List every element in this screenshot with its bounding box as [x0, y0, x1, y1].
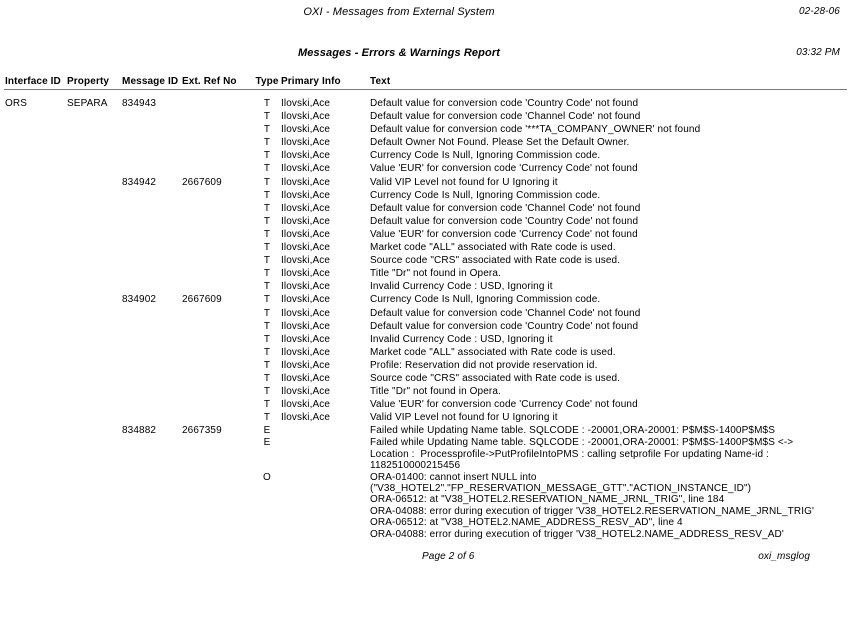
cell-property: SEPARA	[67, 98, 108, 109]
cell-type: T	[263, 189, 271, 201]
column-header-interface-id: Interface ID	[5, 76, 61, 87]
cell-ext-ref-no: 2667609	[182, 294, 222, 306]
text-line: Currency Code Is Null, Ignoring Commission code.	[370, 189, 601, 201]
text-line: Value 'EUR' for conversion code 'Currency Code' not found	[370, 163, 638, 175]
cell-primary-info: Ilovski,Ace	[281, 346, 331, 358]
cell-text	[370, 228, 846, 241]
cell-message-id: 834942	[122, 176, 157, 188]
table-row	[5, 136, 846, 149]
cell-text	[370, 472, 846, 540]
text-line: Default Owner Not Found. Please Set the Default Owner.	[370, 137, 630, 149]
table-row	[5, 97, 846, 110]
cell-type: T	[263, 320, 271, 332]
table-row	[5, 359, 846, 372]
text-line: Profile: Reservation did not provide reservation id.	[370, 359, 598, 371]
cell-primary-info: Ilovski,Ace	[281, 111, 331, 123]
text-line: ORA-01400: cannot insert NULL into	[370, 471, 537, 483]
cell-text	[370, 123, 846, 136]
column-header-text: Text	[370, 76, 391, 87]
cell-text	[370, 359, 846, 372]
text-line: Market code "ALL" associated with Rate code is used.	[370, 346, 616, 358]
cell-primary-info: Ilovski,Ace	[281, 268, 331, 280]
cell-type: T	[263, 268, 271, 280]
cell-type: T	[263, 359, 271, 371]
cell-type: T	[263, 98, 271, 109]
text-line: Valid VIP Level not found for U Ignoring it	[370, 412, 558, 424]
cell-text	[370, 162, 846, 175]
cell-type: T	[263, 202, 271, 214]
cell-text	[370, 398, 846, 411]
cell-type: T	[263, 215, 271, 227]
table-row	[5, 346, 846, 359]
cell-text	[370, 267, 846, 280]
cell-text	[370, 385, 846, 398]
table-row	[5, 176, 846, 189]
table-row	[5, 398, 846, 411]
table-row	[5, 333, 846, 346]
column-header-primary-info: Primary Info	[281, 76, 341, 87]
cell-text	[370, 254, 846, 267]
report-id: oxi_msglog	[758, 551, 810, 562]
table-row	[5, 241, 846, 254]
cell-text	[370, 136, 846, 149]
cell-text	[370, 320, 846, 333]
cell-type: T	[263, 228, 271, 240]
text-line: Currency Code Is Null, Ignoring Commission code.	[370, 294, 601, 306]
cell-primary-info: Ilovski,Ace	[281, 215, 331, 227]
table-row	[5, 254, 846, 267]
cell-type: T	[263, 176, 271, 188]
table-row	[5, 372, 846, 385]
table-row	[5, 472, 846, 540]
text-line: 1182510000215456	[370, 460, 461, 472]
table-row	[5, 123, 846, 136]
text-line: Failed while Updating Name table. SQLCODE : -20001,ORA-20001: P$M$S-1400P$M$S	[370, 425, 776, 437]
cell-type: T	[263, 255, 271, 267]
cell-primary-info: Ilovski,Ace	[281, 359, 331, 371]
cell-primary-info: Ilovski,Ace	[281, 124, 331, 136]
cell-type: O	[263, 471, 271, 483]
text-line: Source code "CRS" associated with Rate code is used.	[370, 255, 621, 267]
cell-text	[370, 176, 846, 189]
text-line: Default value for conversion code 'Country Code' not found	[370, 98, 639, 109]
table-row	[5, 385, 846, 398]
cell-text	[370, 411, 846, 424]
text-line: Source code "CRS" associated with Rate code is used.	[370, 372, 621, 384]
table-row	[5, 215, 846, 228]
cell-text	[370, 333, 846, 346]
cell-ext-ref-no: 2667609	[182, 176, 222, 188]
cell-interface-id: ORS	[5, 98, 28, 109]
cell-primary-info: Ilovski,Ace	[281, 372, 331, 384]
cell-text	[370, 241, 846, 254]
column-header-message-id: Message ID	[122, 76, 179, 87]
text-line: Title "Dr" not found in Opera.	[370, 386, 501, 398]
table-row	[5, 307, 846, 320]
cell-type: T	[263, 399, 271, 411]
column-header-type: Type	[255, 76, 279, 87]
cell-type: T	[263, 111, 271, 123]
cell-type: T	[263, 281, 271, 293]
column-header-ext-ref-no: Ext. Ref No	[182, 76, 237, 87]
cell-primary-info: Ilovski,Ace	[281, 255, 331, 267]
cell-text	[370, 307, 846, 320]
cell-primary-info: Ilovski,Ace	[281, 137, 331, 149]
text-line: Location : Processprofile->PutProfileIntoPMS : calling setprofile For updating Name-id :	[370, 448, 769, 460]
cell-text	[370, 293, 846, 306]
cell-type: T	[263, 372, 271, 384]
text-line: ("V38_HOTEL2"."FP_RESERVATION_MESSAGE_GTT"."ACTION_INSTANCE_ID")	[370, 483, 752, 495]
cell-primary-info: Ilovski,Ace	[281, 163, 331, 175]
text-line: Failed while Updating Name table. SQLCODE : -20001,ORA-20001: P$M$S-1400P$M$S <->	[370, 437, 794, 449]
cell-primary-info: Ilovski,Ace	[281, 176, 331, 188]
text-line: Value 'EUR' for conversion code 'Currency Code' not found	[370, 399, 638, 411]
table-header	[4, 75, 847, 90]
cell-primary-info: Ilovski,Ace	[281, 281, 331, 293]
text-line: Valid VIP Level not found for U Ignoring it	[370, 176, 558, 188]
cell-text	[370, 437, 846, 471]
cell-primary-info: Ilovski,Ace	[281, 320, 331, 332]
table-row	[5, 437, 846, 471]
cell-text	[370, 372, 846, 385]
report-title: OXI - Messages from External System	[303, 6, 495, 18]
table-row	[5, 189, 846, 202]
text-line: Invalid Currency Code : USD, Ignoring it	[370, 333, 553, 345]
text-line: Market code "ALL" associated with Rate code is used.	[370, 242, 616, 254]
text-line: Invalid Currency Code : USD, Ignoring it	[370, 281, 553, 293]
cell-type: E	[263, 425, 271, 437]
cell-primary-info: Ilovski,Ace	[281, 150, 331, 162]
text-line: Default value for conversion code '***TA_COMPANY_OWNER' not found	[370, 124, 701, 136]
cell-text	[370, 215, 846, 228]
text-line: Currency Code Is Null, Ignoring Commission code.	[370, 150, 601, 162]
cell-type: T	[263, 333, 271, 345]
column-header-property: Property	[67, 76, 110, 87]
report-subtitle: Messages - Errors & Warnings Report	[297, 47, 501, 59]
page-number: Page 2 of 6	[422, 551, 475, 562]
cell-type: T	[263, 294, 271, 306]
cell-text	[370, 346, 846, 359]
table-row	[5, 411, 846, 424]
text-line: Default value for conversion code 'Country Code' not found	[370, 320, 639, 332]
cell-type: T	[263, 386, 271, 398]
cell-primary-info: Ilovski,Ace	[281, 307, 331, 319]
text-line: Default value for conversion code 'Channel Code' not found	[370, 307, 641, 319]
table-row	[5, 424, 846, 437]
cell-type: T	[263, 346, 271, 358]
cell-type: T	[263, 150, 271, 162]
cell-type: T	[263, 137, 271, 149]
text-line: Default value for conversion code 'Country Code' not found	[370, 215, 639, 227]
cell-primary-info: Ilovski,Ace	[281, 333, 331, 345]
cell-message-id: 834943	[122, 98, 157, 109]
cell-type: T	[263, 124, 271, 136]
text-line: Default value for conversion code 'Channel Code' not found	[370, 111, 641, 123]
cell-primary-info: Ilovski,Ace	[281, 189, 331, 201]
text-line: ORA-04088: error during execution of trigger 'V38_HOTEL2.RESERVATION_NAME_JRNL_TRIG'	[370, 505, 815, 517]
cell-type: T	[263, 307, 271, 319]
cell-type: T	[263, 412, 271, 424]
table-row	[5, 202, 846, 215]
cell-primary-info: Ilovski,Ace	[281, 412, 331, 424]
cell-type: T	[263, 242, 271, 254]
cell-primary-info: Ilovski,Ace	[281, 202, 331, 214]
text-line: ORA-06512: at "V38_HOTEL2.NAME_ADDRESS_RESV_AD", line 4	[370, 517, 683, 529]
table-row	[5, 293, 846, 306]
cell-text	[370, 280, 846, 293]
text-line: Default value for conversion code 'Channel Code' not found	[370, 202, 641, 214]
cell-text	[370, 424, 846, 437]
cell-primary-info: Ilovski,Ace	[281, 386, 331, 398]
table-row	[5, 149, 846, 162]
table-row	[5, 162, 846, 175]
report-date: 02-28-06	[799, 6, 840, 17]
table-row	[5, 280, 846, 293]
cell-text	[370, 149, 846, 162]
cell-ext-ref-no: 2667359	[182, 425, 222, 437]
table-row	[5, 228, 846, 241]
cell-message-id: 834902	[122, 294, 157, 306]
text-line: Title "Dr" not found in Opera.	[370, 268, 501, 280]
cell-type: T	[263, 163, 271, 175]
table-body	[5, 97, 846, 540]
cell-text	[370, 97, 846, 110]
cell-text	[370, 110, 846, 123]
cell-message-id: 834882	[122, 425, 157, 437]
cell-primary-info: Ilovski,Ace	[281, 399, 331, 411]
table-row	[5, 320, 846, 333]
report-time: 03:32 PM	[796, 47, 840, 58]
text-line: ORA-06512: at "V38_HOTEL2.RESERVATION_NAME_JRNL_TRIG", line 184	[370, 494, 725, 506]
table-row	[5, 267, 846, 280]
cell-primary-info: Ilovski,Ace	[281, 228, 331, 240]
cell-text	[370, 202, 846, 215]
cell-type: E	[263, 437, 271, 449]
text-line: ORA-04088: error during execution of trigger 'V38_HOTEL2.NAME_ADDRESS_RESV_AD'	[370, 528, 784, 540]
cell-primary-info: Ilovski,Ace	[281, 98, 331, 109]
text-line: Value 'EUR' for conversion code 'Currency Code' not found	[370, 228, 638, 240]
table-row	[5, 110, 846, 123]
cell-primary-info: Ilovski,Ace	[281, 242, 331, 254]
cell-primary-info: Ilovski,Ace	[281, 294, 331, 306]
cell-text	[370, 189, 846, 202]
